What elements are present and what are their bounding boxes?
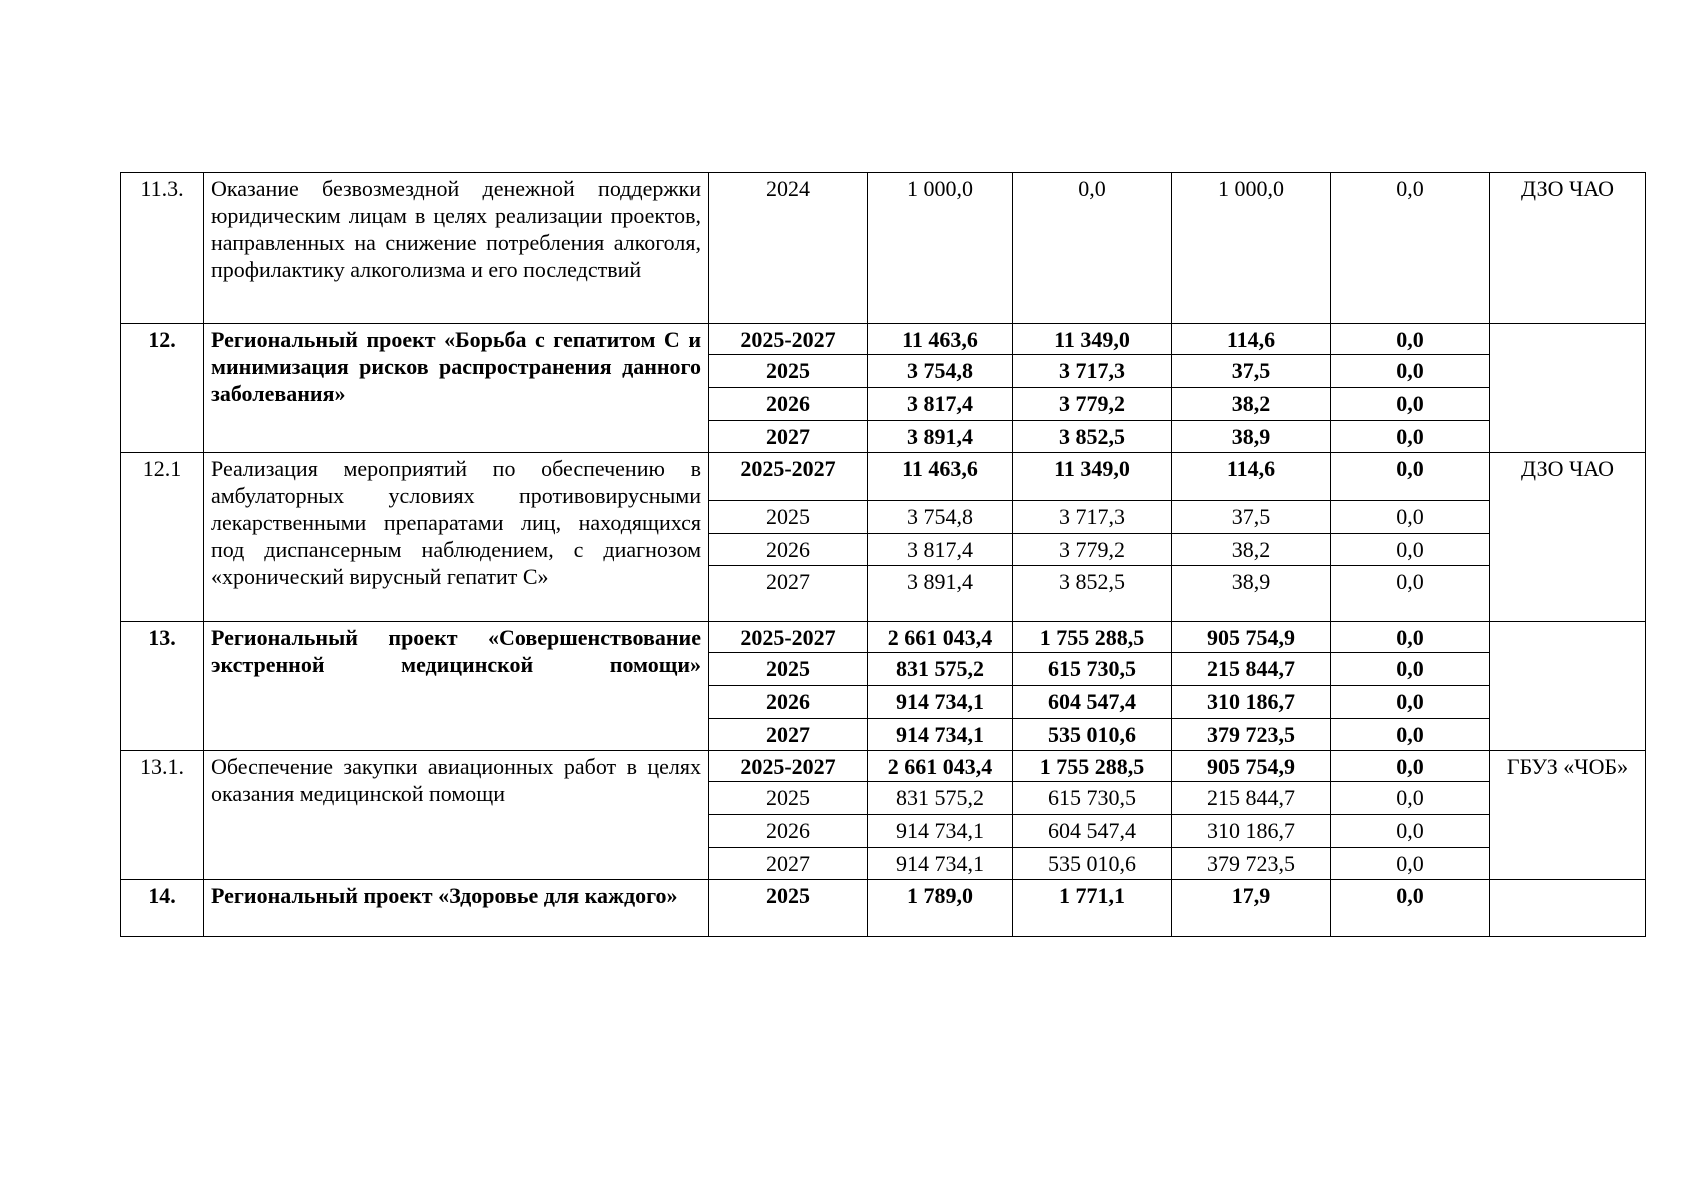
total-cell: 914 734,1: [868, 719, 1013, 751]
year-cell: 2025: [709, 653, 868, 686]
other-cell: 0,0: [1331, 501, 1490, 534]
regional-cell: 37,5: [1172, 355, 1331, 388]
federal-cell: 0,0: [1013, 173, 1172, 324]
federal-cell: 604 547,4: [1013, 815, 1172, 848]
executor-cell: [1490, 880, 1646, 937]
executor-cell: ДЗО ЧАО: [1490, 453, 1646, 622]
table-row: [121, 453, 1646, 501]
year-cell: 2025-2027: [709, 453, 868, 501]
regional-cell: 114,6: [1172, 324, 1331, 355]
total-cell: 3 817,4: [868, 388, 1013, 421]
total-cell: 2 661 043,4: [868, 751, 1013, 782]
total-cell: 11 463,6: [868, 324, 1013, 355]
year-cell: 2027: [709, 848, 868, 880]
federal-cell: 615 730,5: [1013, 782, 1172, 815]
regional-cell: 114,6: [1172, 453, 1331, 501]
federal-cell: 3 852,5: [1013, 421, 1172, 453]
total-cell: 3 754,8: [868, 501, 1013, 534]
regional-cell: 310 186,7: [1172, 815, 1331, 848]
executor-cell: ДЗО ЧАО: [1490, 173, 1646, 324]
federal-cell: 11 349,0: [1013, 453, 1172, 501]
total-cell: 1 000,0: [868, 173, 1013, 324]
other-cell: 0,0: [1331, 719, 1490, 751]
executor-cell: ГБУЗ «ЧОБ»: [1490, 751, 1646, 880]
year-cell: 2024: [709, 173, 868, 324]
federal-cell: 535 010,6: [1013, 719, 1172, 751]
other-cell: 0,0: [1331, 355, 1490, 388]
total-cell: 3 891,4: [868, 421, 1013, 453]
table-row: [121, 880, 1646, 937]
other-cell: 0,0: [1331, 686, 1490, 719]
other-cell: 0,0: [1331, 453, 1490, 501]
total-cell: 831 575,2: [868, 782, 1013, 815]
regional-cell: 310 186,7: [1172, 686, 1331, 719]
federal-cell: 1 755 288,5: [1013, 622, 1172, 653]
regional-cell: 215 844,7: [1172, 782, 1331, 815]
total-cell: 3 754,8: [868, 355, 1013, 388]
year-cell: 2027: [709, 421, 868, 453]
regional-cell: 905 754,9: [1172, 751, 1331, 782]
federal-cell: 1 755 288,5: [1013, 751, 1172, 782]
row-name: Оказание безвозмездной денежной поддержки юридическим лицам в целях реализации проектов, направленных на снижение потребления алкоголя, профилактику алкоголизма и его последствий: [204, 173, 709, 324]
total-cell: 914 734,1: [868, 848, 1013, 880]
budget-table: [120, 172, 1646, 937]
table-row: [121, 622, 1646, 653]
row-name: Региональный проект «Совершенствование экстренной медицинской помощи»: [204, 622, 709, 751]
year-cell: 2025: [709, 782, 868, 815]
federal-cell: 604 547,4: [1013, 686, 1172, 719]
year-cell: 2025-2027: [709, 324, 868, 355]
total-cell: 914 734,1: [868, 815, 1013, 848]
regional-cell: 379 723,5: [1172, 848, 1331, 880]
other-cell: 0,0: [1331, 815, 1490, 848]
other-cell: 0,0: [1331, 388, 1490, 421]
federal-cell: 11 349,0: [1013, 324, 1172, 355]
row-name: Региональный проект «Борьба с гепатитом С и минимизация рисков распространения данного заболевания»: [204, 324, 709, 453]
federal-cell: 615 730,5: [1013, 653, 1172, 686]
regional-cell: 17,9: [1172, 880, 1331, 937]
total-cell: 3 891,4: [868, 566, 1013, 622]
year-cell: 2026: [709, 815, 868, 848]
regional-cell: 38,9: [1172, 566, 1331, 622]
table-row: [121, 173, 1646, 324]
federal-cell: 1 771,1: [1013, 880, 1172, 937]
total-cell: 1 789,0: [868, 880, 1013, 937]
total-cell: 831 575,2: [868, 653, 1013, 686]
other-cell: 0,0: [1331, 421, 1490, 453]
executor-cell: [1490, 622, 1646, 751]
total-cell: 3 817,4: [868, 534, 1013, 566]
other-cell: 0,0: [1331, 751, 1490, 782]
table-row: [121, 751, 1646, 782]
regional-cell: 37,5: [1172, 501, 1331, 534]
other-cell: 0,0: [1331, 622, 1490, 653]
row-number: 14.: [121, 880, 204, 937]
federal-cell: 535 010,6: [1013, 848, 1172, 880]
other-cell: 0,0: [1331, 880, 1490, 937]
year-cell: 2026: [709, 388, 868, 421]
row-number: 13.1.: [121, 751, 204, 880]
regional-cell: 38,2: [1172, 534, 1331, 566]
executor-cell: [1490, 324, 1646, 453]
other-cell: 0,0: [1331, 653, 1490, 686]
year-cell: 2026: [709, 534, 868, 566]
regional-cell: 215 844,7: [1172, 653, 1331, 686]
regional-cell: 38,2: [1172, 388, 1331, 421]
other-cell: 0,0: [1331, 534, 1490, 566]
total-cell: 2 661 043,4: [868, 622, 1013, 653]
regional-cell: 379 723,5: [1172, 719, 1331, 751]
federal-cell: 3 779,2: [1013, 534, 1172, 566]
row-number: 12.1: [121, 453, 204, 622]
year-cell: 2026: [709, 686, 868, 719]
year-cell: 2025: [709, 880, 868, 937]
table-row: [121, 324, 1646, 355]
federal-cell: 3 852,5: [1013, 566, 1172, 622]
row-number: 11.3.: [121, 173, 204, 324]
year-cell: 2025: [709, 501, 868, 534]
year-cell: 2027: [709, 566, 868, 622]
federal-cell: 3 717,3: [1013, 501, 1172, 534]
regional-cell: 38,9: [1172, 421, 1331, 453]
other-cell: 0,0: [1331, 848, 1490, 880]
year-cell: 2025-2027: [709, 622, 868, 653]
other-cell: 0,0: [1331, 566, 1490, 622]
regional-cell: 905 754,9: [1172, 622, 1331, 653]
row-number: 13.: [121, 622, 204, 751]
row-number: 12.: [121, 324, 204, 453]
federal-cell: 3 717,3: [1013, 355, 1172, 388]
year-cell: 2025-2027: [709, 751, 868, 782]
other-cell: 0,0: [1331, 173, 1490, 324]
other-cell: 0,0: [1331, 324, 1490, 355]
regional-cell: 1 000,0: [1172, 173, 1331, 324]
year-cell: 2027: [709, 719, 868, 751]
total-cell: 11 463,6: [868, 453, 1013, 501]
total-cell: 914 734,1: [868, 686, 1013, 719]
row-name: Обеспечение закупки авиационных работ в целях оказания медицинской помощи: [204, 751, 709, 880]
other-cell: 0,0: [1331, 782, 1490, 815]
row-name: Реализация мероприятий по обеспечению в амбулаторных условиях противовирусными лекарственными препаратами лиц, находящихся под диспансерным наблюдением, с диагнозом «хронический вирусный гепатит С»: [204, 453, 709, 622]
federal-cell: 3 779,2: [1013, 388, 1172, 421]
year-cell: 2025: [709, 355, 868, 388]
row-name: Региональный проект «Здоровье для каждого»: [204, 880, 709, 937]
